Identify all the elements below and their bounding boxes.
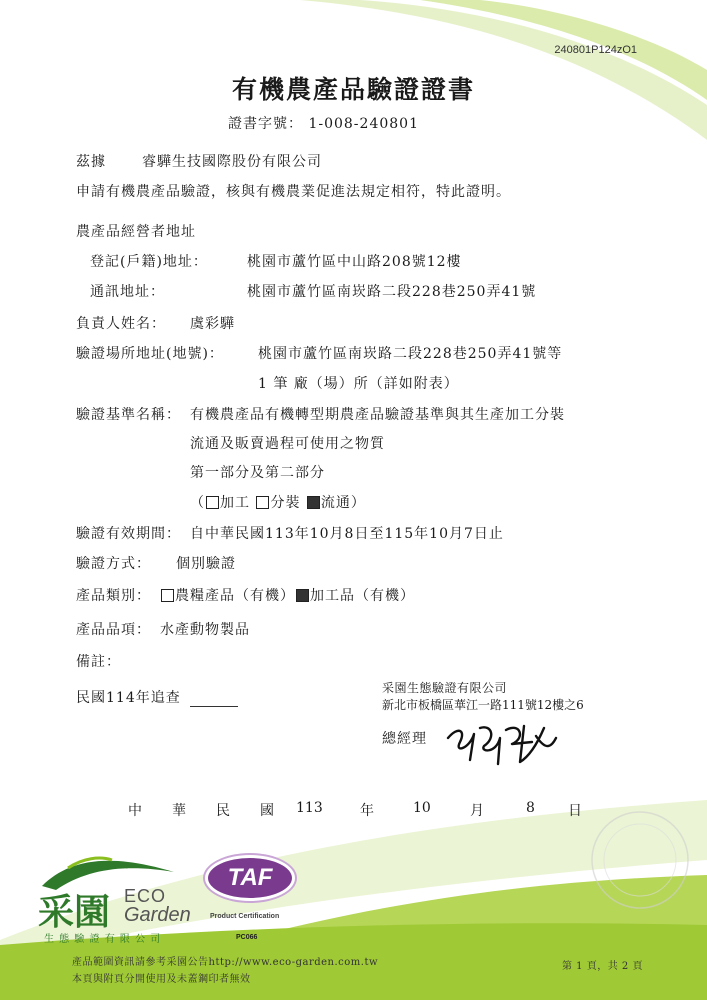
page-title: 有機農產品驗證證書 xyxy=(231,75,475,104)
taf-mark xyxy=(200,858,310,948)
scope-packing-label: 分裝 xyxy=(270,495,301,511)
scope-close-paren: ） xyxy=(350,495,366,511)
logo-sub-text: 生 態 驗 證 有 限 公 司 xyxy=(44,934,162,945)
review-underline xyxy=(190,706,238,707)
reg-address-label: 登記(戶籍)地址： xyxy=(90,254,208,270)
footer-line-1: 產品範圍資訊請參考采園公告http://www.eco-garden.com.tw xyxy=(72,957,379,968)
site-label: 驗證場所地址(地號)： xyxy=(76,346,224,362)
issuer-address: 新北市板橋區華江一路111號12樓之6 xyxy=(382,698,584,712)
method-label: 驗證方式： xyxy=(76,556,151,572)
category-label: 產品類別： xyxy=(76,588,151,604)
basis-label: 茲據 xyxy=(76,154,106,170)
issuer-name: 采園生態驗證有限公司 xyxy=(382,681,508,695)
checkbox-crop-organic xyxy=(161,589,174,602)
validity-label: 驗證有效期間： xyxy=(76,526,181,542)
mail-address: 桃園市蘆竹區南崁路二段228巷250弄41號 xyxy=(247,284,537,300)
category-processed-label: 加工品（有機） xyxy=(310,588,415,604)
standard-label: 驗證基準名稱： xyxy=(76,407,181,423)
site-address: 桃園市蘆竹區南崁路二段228巷250弄41號等 xyxy=(258,346,563,362)
checkbox-processing xyxy=(206,496,219,509)
remarks-label: 備註： xyxy=(76,654,121,670)
scope-open-paren: （ xyxy=(190,495,205,511)
logo-eco-text: ECO xyxy=(124,886,167,906)
mail-address-label: 通訊地址： xyxy=(90,284,165,300)
person-name: 虞彩驊 xyxy=(190,316,235,332)
standard-line-1: 有機農產品有機轉型期農產品驗證基準與其生產加工分裝 xyxy=(190,407,565,423)
standard-line-2: 流通及販賣過程可使用之物質 xyxy=(190,436,385,452)
date-day: 8 xyxy=(526,800,535,816)
scope-processing-label: 加工 xyxy=(220,495,250,511)
date-char-1: 中 xyxy=(128,803,142,819)
manager-signature xyxy=(440,708,560,770)
taf-caption: Product Certification xyxy=(210,913,280,920)
date-char-2: 華 xyxy=(172,803,186,819)
footer-page-number: 第 1 頁，共 2 頁 xyxy=(562,961,643,972)
date-month: 10 xyxy=(413,800,431,816)
items-label: 產品品項： xyxy=(76,622,151,638)
document-code: 240801P124zO1 xyxy=(554,44,637,56)
scope-options xyxy=(190,492,366,512)
date-month-unit: 月 xyxy=(470,803,484,819)
checkbox-packing xyxy=(256,496,269,509)
eco-garden-logo xyxy=(30,850,210,945)
standard-line-3: 第一部分及第二部分 xyxy=(190,465,325,481)
checkbox-distribution xyxy=(307,496,320,509)
certificate-number: 證書字號： 1-008-240801 xyxy=(228,116,419,132)
taf-badge-text: TAF xyxy=(227,864,273,891)
method-value: 個別驗證 xyxy=(176,556,236,572)
reg-address: 桃園市蘆竹區中山路208號12樓 xyxy=(247,254,462,270)
statement-text: 申請有機農產品驗證，核與有機農業促進法規定相符，特此證明。 xyxy=(76,184,511,200)
review-text: 民國114年追查 xyxy=(76,690,181,706)
logo-cn-text: 采園 xyxy=(38,891,111,933)
category-crop-label: 農糧產品（有機） xyxy=(175,588,295,604)
scope-distribution-label: 流通 xyxy=(320,495,351,511)
site-count: 1 筆 廠（場）所（詳如附表） xyxy=(258,376,459,392)
date-year-unit: 年 xyxy=(360,803,374,819)
date-char-3: 民 xyxy=(216,803,230,819)
date-char-4: 國 xyxy=(260,803,274,819)
date-day-unit: 日 xyxy=(568,803,582,819)
operator-address-heading: 農產品經營者地址 xyxy=(76,224,196,240)
applicant-name: 睿驊生技國際股份有限公司 xyxy=(142,154,322,170)
taf-code: PC066 xyxy=(236,934,258,941)
issue-date xyxy=(0,800,707,820)
category-options xyxy=(160,585,415,605)
checkbox-processed-organic xyxy=(296,589,309,602)
items-value: 水產動物製品 xyxy=(160,622,250,638)
validity-period: 自中華民國113年10月8日至115年10月7日止 xyxy=(190,526,504,542)
footer-line-2: 本頁與附頁分開使用及未蓋鋼印者無效 xyxy=(72,974,251,985)
date-year: 113 xyxy=(296,800,323,816)
person-label: 負責人姓名： xyxy=(76,316,166,332)
logo-garden-text: Garden xyxy=(124,904,191,926)
manager-label: 總經理 xyxy=(382,731,427,747)
